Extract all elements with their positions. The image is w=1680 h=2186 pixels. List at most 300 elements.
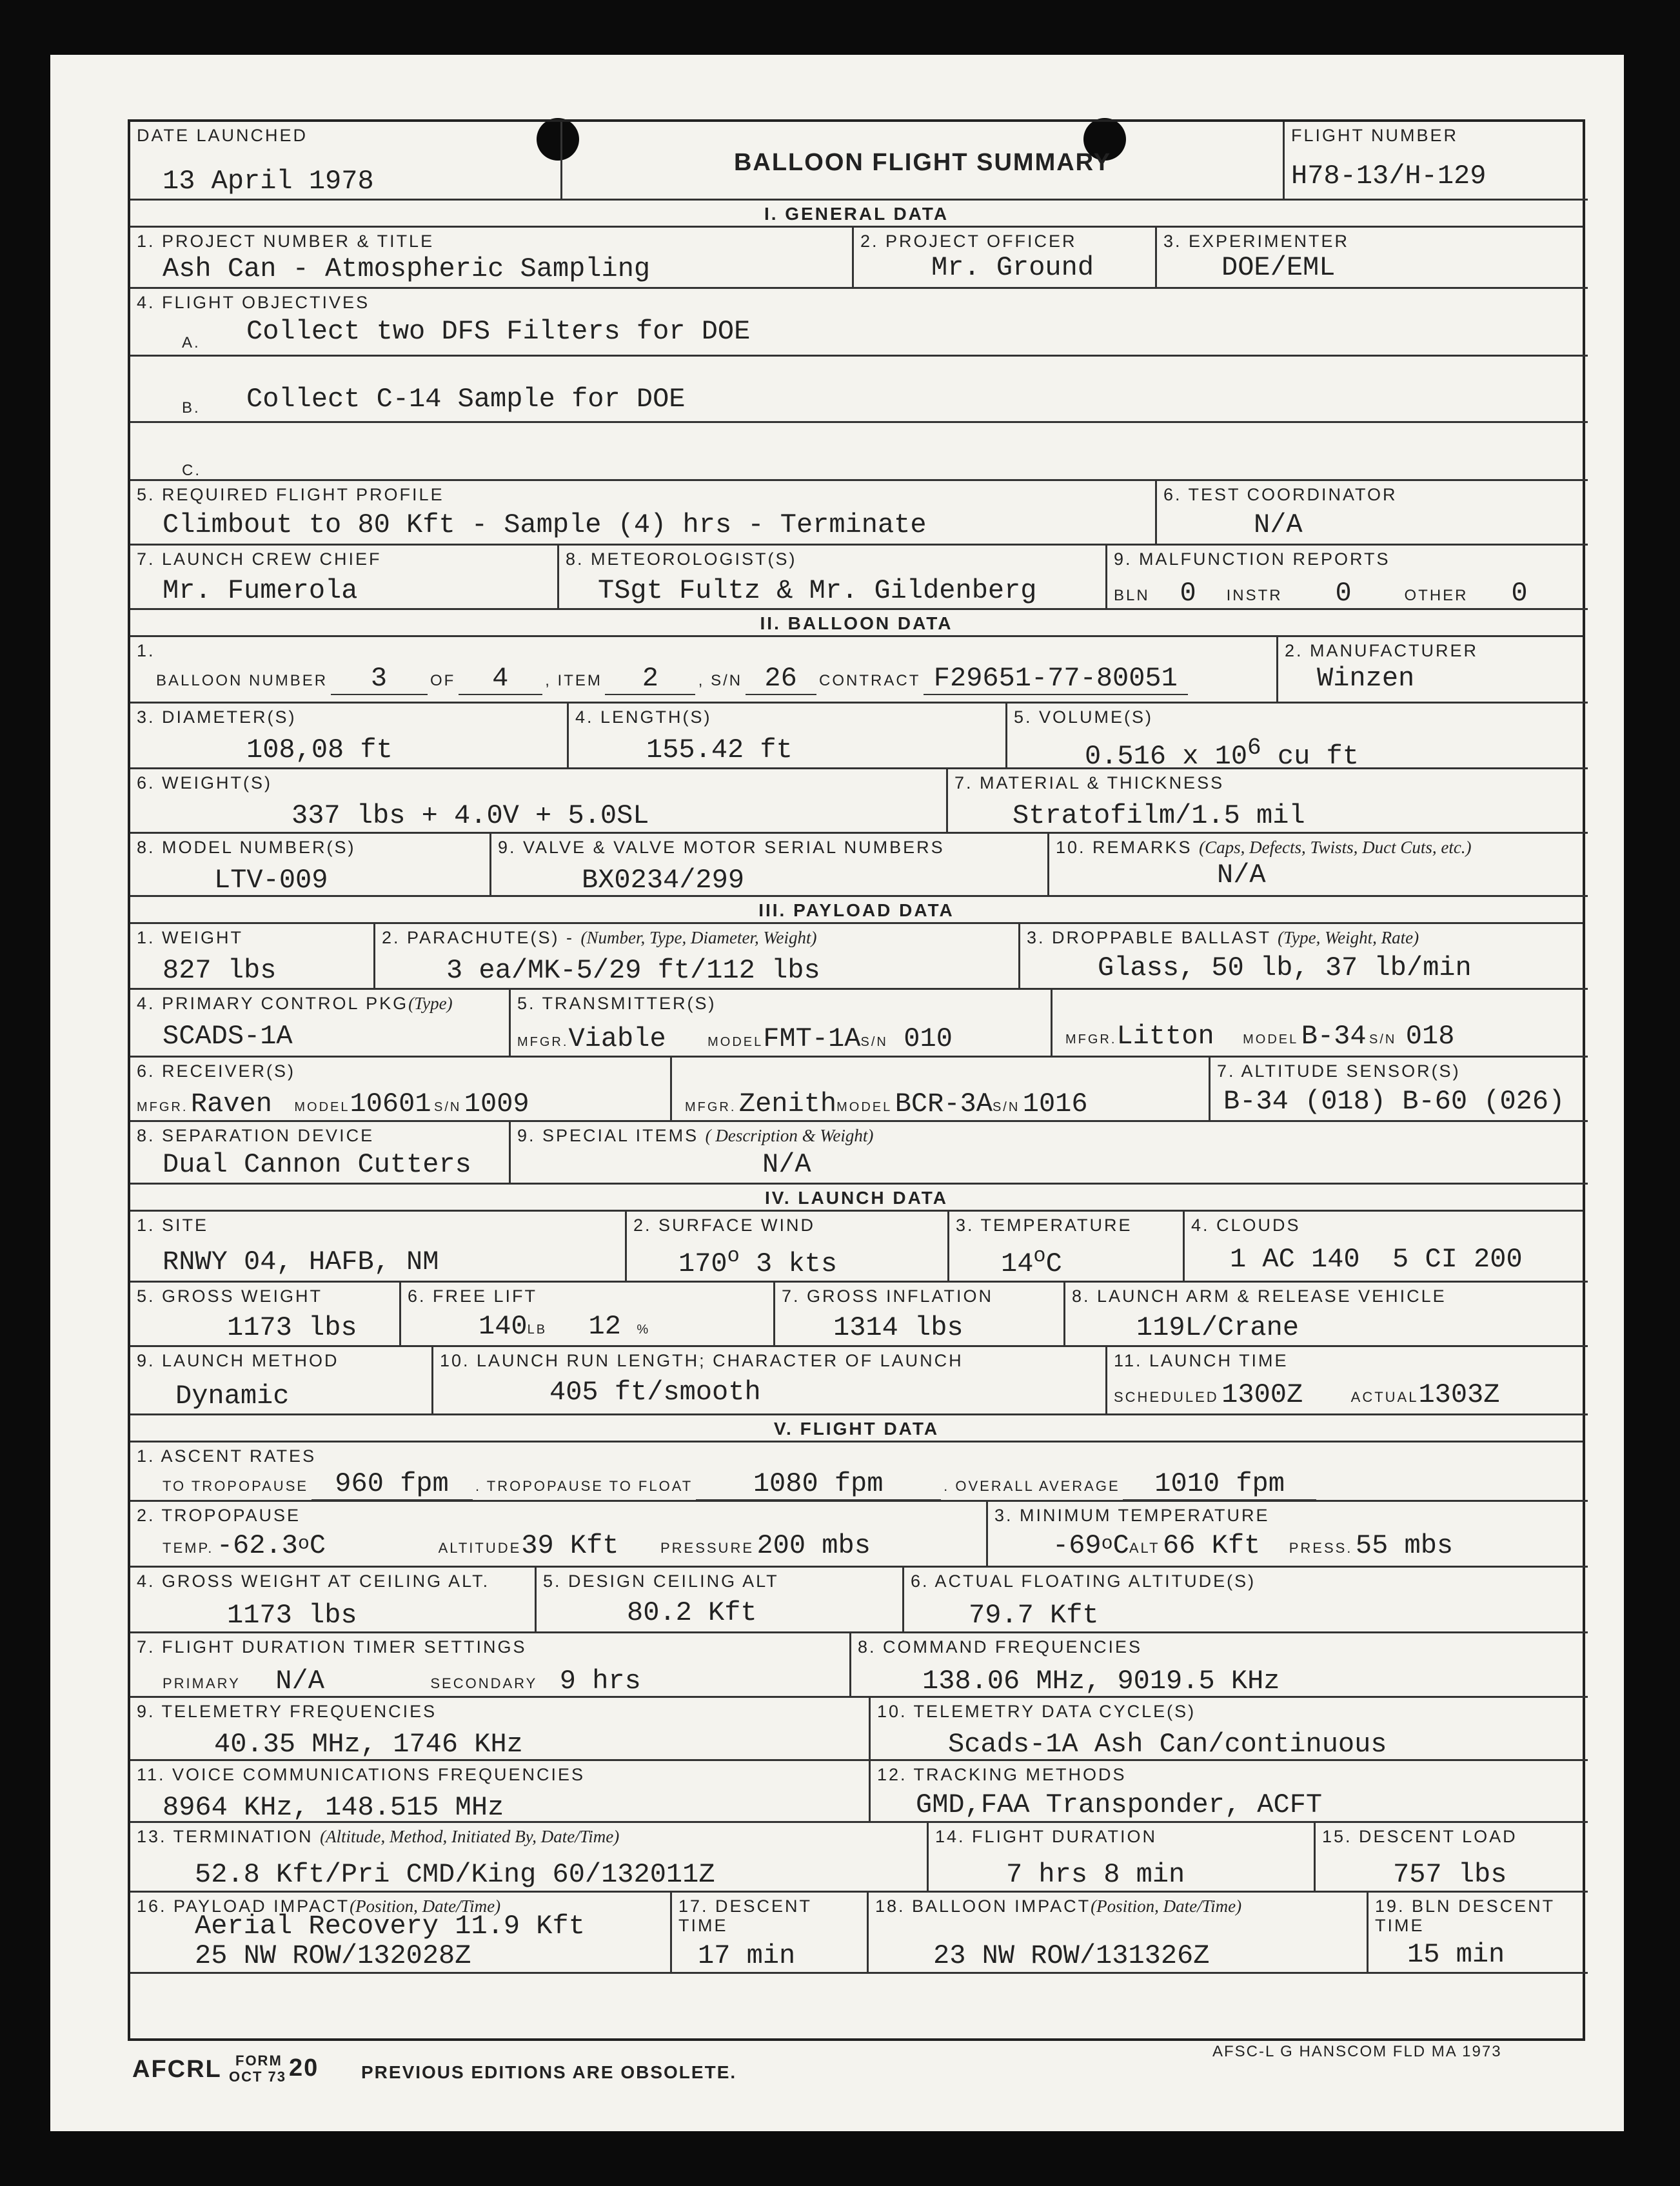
special-items-value: N/A bbox=[762, 1149, 811, 1180]
wind-label: 2. SURFACE WIND bbox=[633, 1216, 816, 1235]
scheduled-value: 1300Z bbox=[1221, 1379, 1303, 1410]
descent-time-label: 17. DESCENT bbox=[678, 1896, 813, 1916]
free-lift-lb: LB bbox=[527, 1323, 548, 1337]
objective-b-marker: B. bbox=[182, 399, 201, 417]
officer-label: 2. PROJECT OFFICER bbox=[860, 231, 1077, 251]
malfunction-counts bbox=[1114, 578, 1568, 610]
objective-b-cell bbox=[130, 357, 1588, 423]
tropopause-label: 2. TROPOPAUSE bbox=[137, 1506, 301, 1525]
gross-weight-cell bbox=[130, 1283, 401, 1347]
payload-weight-cell bbox=[130, 924, 375, 990]
flight-duration-label: 14. FLIGHT DURATION bbox=[935, 1827, 1158, 1846]
transmitter-mfgr-label: MFGR. bbox=[517, 1035, 569, 1049]
bln-label: BLN bbox=[1114, 587, 1150, 604]
parachute-value: 3 ea/MK-5/29 ft/112 lbs bbox=[446, 955, 820, 986]
remarks-label-text: 10. REMARKS bbox=[1056, 838, 1192, 857]
pkg-label-text: 4. PRIMARY CONTROL PKG bbox=[137, 994, 409, 1013]
contract-label: CONTRACT bbox=[819, 672, 921, 689]
section-launch-data: IV. LAUNCH DATA bbox=[130, 1185, 1583, 1212]
crew-value: Mr. Fumerola bbox=[163, 575, 358, 606]
remarks-label-hint: (Caps, Defects, Twists, Duct Cuts, etc.) bbox=[1199, 838, 1472, 857]
design-ceiling-cell bbox=[537, 1568, 904, 1633]
telemetry-freq-value: 40.35 MHz, 1746 KHz bbox=[214, 1729, 523, 1760]
receiver-label: 6. RECEIVER(S) bbox=[137, 1061, 296, 1081]
balloon-impact-label-text: 18. BALLOON IMPACT bbox=[875, 1896, 1091, 1916]
footer-printer: AFSC-L G HANSCOM FLD MA 1973 bbox=[1212, 2043, 1502, 2060]
crew-cell bbox=[130, 546, 559, 610]
payload-impact-value-2: 25 NW ROW/132028Z bbox=[195, 1940, 471, 1971]
clouds-cell bbox=[1185, 1212, 1588, 1283]
free-lift-percent-value: 12 bbox=[588, 1311, 621, 1342]
tracking-value: GMD,FAA Transponder, ACFT bbox=[916, 1789, 1323, 1820]
profile-label: 5. REQUIRED FLIGHT PROFILE bbox=[137, 485, 444, 504]
temperature-unit: C bbox=[1045, 1248, 1062, 1279]
launch-run-cell bbox=[433, 1347, 1107, 1415]
section-balloon-data: II. BALLOON DATA bbox=[130, 610, 1583, 637]
wind-speed: 3 kts bbox=[739, 1248, 838, 1279]
launch-time-cell bbox=[1107, 1347, 1588, 1415]
temperature-value bbox=[1001, 1244, 1062, 1279]
coordinator-label: 6. TEST COORDINATOR bbox=[1163, 485, 1398, 504]
objective-c-marker: C. bbox=[182, 462, 201, 479]
launch-arm-value: 119L/Crane bbox=[1136, 1312, 1300, 1343]
gross-inflation-label: 7. GROSS INFLATION bbox=[782, 1286, 994, 1306]
objectives-label: 4. FLIGHT OBJECTIVES bbox=[137, 293, 370, 312]
material-value: Stratofilm/1.5 mil bbox=[1013, 800, 1305, 831]
form-title: BALLOON FLIGHT SUMMARY bbox=[733, 149, 1112, 176]
diameter-label: 3. DIAMETER(S) bbox=[137, 707, 297, 727]
receiver-2-mfgr-label: MFGR. bbox=[685, 1100, 736, 1114]
pkg-label bbox=[137, 994, 453, 1014]
diameter-value: 108,08 ft bbox=[246, 734, 393, 765]
length-cell bbox=[569, 704, 1007, 769]
pkg-label-hint: (Type) bbox=[408, 994, 453, 1013]
termination-label-hint: (Altitude, Method, Initiated By, Date/Time) bbox=[320, 1827, 620, 1846]
ascent-rates-label: 1. ASCENT RATES bbox=[137, 1446, 317, 1466]
termination-label bbox=[137, 1827, 619, 1847]
footer-previous-editions: PREVIOUS EDITIONS ARE OBSOLETE. bbox=[361, 2062, 737, 2082]
timer-label: 7. FLIGHT DURATION TIMER SETTINGS bbox=[137, 1637, 527, 1657]
altitude-sensor-cell bbox=[1211, 1058, 1588, 1122]
transmitter-cell bbox=[511, 990, 1052, 1058]
transmitter-2-line bbox=[1065, 1021, 1454, 1052]
actual-label: ACTUAL bbox=[1350, 1389, 1419, 1405]
design-ceiling-label: 5. DESIGN CEILING ALT bbox=[543, 1571, 779, 1591]
actual-float-label: 6. ACTUAL FLOATING ALTITUDE(S) bbox=[911, 1571, 1256, 1591]
objective-a-value: Collect two DFS Filters for DOE bbox=[246, 316, 751, 347]
wind-degree: o bbox=[727, 1244, 740, 1268]
transmitter-model-label: MODEL bbox=[707, 1035, 764, 1049]
remarks-cell bbox=[1049, 834, 1588, 897]
timer-cell bbox=[130, 1633, 851, 1698]
scheduled-label: SCHEDULED bbox=[1114, 1389, 1219, 1405]
ballast-label-hint: (Type, Weight, Rate) bbox=[1278, 928, 1419, 947]
descent-time-label-2: TIME bbox=[678, 1916, 728, 1935]
telemetry-cycle-value: Scads-1A Ash Can/continuous bbox=[948, 1729, 1387, 1760]
other-label: OTHER bbox=[1404, 587, 1468, 604]
model-cell bbox=[130, 834, 491, 897]
site-label: 1. SITE bbox=[137, 1216, 209, 1235]
transmitter-2-mfgr-label: MFGR. bbox=[1065, 1032, 1117, 1047]
parachute-cell bbox=[375, 924, 1020, 990]
gross-inflation-cell bbox=[775, 1283, 1065, 1347]
footer-afcrl: AFCRL bbox=[132, 2056, 222, 2083]
balloon-flight-summary-form bbox=[128, 119, 1585, 2041]
to-tropopause-label: TO TROPOPAUSE bbox=[163, 1478, 309, 1494]
overall-average-value: 1010 fpm bbox=[1123, 1468, 1316, 1501]
receiver-mfgr-value: Raven bbox=[190, 1088, 272, 1119]
min-temp-alt-value: 66 Kft bbox=[1163, 1530, 1261, 1561]
receiver-2-sn-value: 1016 bbox=[1022, 1088, 1088, 1119]
separation-value: Dual Cannon Cutters bbox=[163, 1149, 471, 1180]
transmitter-2-sn-value: 018 bbox=[1405, 1021, 1455, 1052]
min-temp-alt-label: ALT bbox=[1129, 1540, 1160, 1556]
telemetry-freq-cell bbox=[130, 1698, 871, 1761]
of-value: 4 bbox=[459, 663, 542, 695]
ascent-rates-line bbox=[163, 1468, 1316, 1501]
actual-float-cell bbox=[904, 1568, 1588, 1633]
clouds-value: 1 AC 140 5 CI 200 bbox=[1230, 1244, 1523, 1275]
gw-ceiling-value: 1173 lbs bbox=[227, 1600, 357, 1631]
officer-value: Mr. Ground bbox=[931, 252, 1094, 283]
launch-run-label: 10. LAUNCH RUN LENGTH; CHARACTER OF LAUNCH bbox=[440, 1351, 964, 1370]
telemetry-cycle-cell bbox=[871, 1698, 1588, 1761]
instr-value: 0 bbox=[1285, 578, 1401, 610]
actual-value: 1303Z bbox=[1418, 1379, 1500, 1410]
wind-value bbox=[678, 1244, 837, 1279]
gross-weight-label: 5. GROSS WEIGHT bbox=[137, 1286, 323, 1306]
separation-label: 8. SEPARATION DEVICE bbox=[137, 1126, 375, 1145]
gross-weight-value: 1173 lbs bbox=[227, 1312, 357, 1343]
project-cell bbox=[130, 228, 854, 289]
launch-method-value: Dynamic bbox=[175, 1381, 290, 1412]
site-value: RNWY 04, HAFB, NM bbox=[163, 1246, 439, 1277]
flight-number-cell bbox=[1285, 122, 1588, 201]
manufacturer-cell bbox=[1278, 637, 1588, 704]
timer-primary-label: PRIMARY bbox=[163, 1675, 241, 1691]
launch-arm-cell bbox=[1065, 1283, 1588, 1347]
free-lift-label: 6. FREE LIFT bbox=[408, 1286, 538, 1306]
officer-cell bbox=[854, 228, 1157, 289]
volume-exponent: 6 bbox=[1247, 734, 1261, 761]
free-lift-line bbox=[479, 1311, 650, 1342]
date-launched-cell bbox=[130, 122, 562, 201]
bln-descent-value: 15 min bbox=[1407, 1939, 1505, 1970]
payload-weight-value: 827 lbs bbox=[163, 955, 277, 986]
profile-cell bbox=[130, 481, 1157, 546]
item-label: , ITEM bbox=[545, 672, 602, 689]
special-items-cell bbox=[511, 1122, 1588, 1185]
parachute-label-text: 2. PARACHUTE(S) - bbox=[382, 928, 575, 947]
clouds-label: 4. CLOUDS bbox=[1191, 1216, 1301, 1235]
flight-duration-cell bbox=[929, 1823, 1316, 1893]
min-temp-value: -69 bbox=[1052, 1530, 1102, 1561]
ballast-label bbox=[1027, 928, 1419, 948]
payload-weight-label: 1. WEIGHT bbox=[137, 928, 244, 947]
diameter-cell bbox=[130, 704, 569, 769]
balloon-number-cell bbox=[130, 637, 1278, 704]
transmitter-mfgr-value: Viable bbox=[568, 1023, 666, 1054]
transmitter-label: 5. TRANSMITTER(S) bbox=[517, 994, 716, 1013]
min-temp-degree: o bbox=[1101, 1533, 1113, 1555]
descent-load-label: 15. DESCENT LOAD bbox=[1322, 1827, 1517, 1846]
balloon-number-label: BALLOON NUMBER bbox=[156, 672, 328, 689]
footer-form-number: 20 bbox=[289, 2054, 319, 2082]
site-cell bbox=[130, 1212, 627, 1283]
length-label: 4. LENGTH(S) bbox=[575, 707, 712, 727]
command-freq-value: 138.06 MHz, 9019.5 KHz bbox=[922, 1666, 1280, 1697]
volume-unit: cu ft bbox=[1277, 741, 1359, 772]
min-temp-press-label: PRESS. bbox=[1289, 1540, 1353, 1556]
launch-time-line bbox=[1114, 1379, 1499, 1410]
temperature-number: 14 bbox=[1001, 1248, 1034, 1279]
tracking-label: 12. TRACKING METHODS bbox=[877, 1765, 1127, 1784]
balloon-number-value: 3 bbox=[331, 663, 428, 695]
volume-mantissa: 0.516 x 10 bbox=[1085, 741, 1248, 772]
voice-freq-cell bbox=[130, 1761, 871, 1823]
project-label: 1. PROJECT NUMBER & TITLE bbox=[137, 231, 435, 251]
balloon-impact-label bbox=[875, 1896, 1241, 1916]
payload-impact-cell bbox=[130, 1893, 672, 1974]
flight-number-label: FLIGHT NUMBER bbox=[1291, 126, 1459, 145]
section-payload-data: III. PAYLOAD DATA bbox=[130, 897, 1583, 924]
transmitter-2-sn-label: S/N bbox=[1369, 1032, 1397, 1047]
separation-cell bbox=[130, 1122, 511, 1185]
manufacturer-value: Winzen bbox=[1317, 663, 1415, 694]
altitude-sensor-value: B-34 (018) B-60 (026) bbox=[1223, 1086, 1565, 1117]
gw-ceiling-cell bbox=[130, 1568, 537, 1633]
termination-value: 52.8 Kft/Pri CMD/King 60/132011Z bbox=[195, 1859, 715, 1890]
timer-primary-value: N/A bbox=[275, 1666, 324, 1697]
crew-label: 7. LAUNCH CREW CHIEF bbox=[137, 549, 382, 569]
min-temp-press-value: 55 mbs bbox=[1355, 1530, 1454, 1561]
instr-label: INSTR bbox=[1226, 587, 1283, 604]
free-lift-value: 140 bbox=[479, 1311, 528, 1342]
min-temp-cell bbox=[988, 1502, 1588, 1568]
receiver-sn-value: 1009 bbox=[464, 1088, 529, 1119]
volume-cell bbox=[1007, 704, 1588, 772]
balloon-number-line bbox=[156, 663, 1188, 695]
manufacturer-label: 2. MANUFACTURER bbox=[1285, 641, 1479, 660]
transmitter-model-value: FMT-1A bbox=[763, 1023, 861, 1054]
transmitter-2-mfgr-value: Litton bbox=[1116, 1021, 1214, 1052]
experimenter-value: DOE/EML bbox=[1221, 252, 1336, 283]
bln-descent-cell bbox=[1369, 1893, 1588, 1974]
payload-impact-label-hint: (Position, Date/Time) bbox=[350, 1896, 501, 1916]
launch-run-value: 405 ft/smooth bbox=[549, 1377, 761, 1408]
balloon-impact-cell bbox=[869, 1893, 1369, 1974]
gw-ceiling-label: 4. GROSS WEIGHT AT CEILING ALT. bbox=[137, 1571, 490, 1591]
receiver-mfgr-label: MFGR. bbox=[137, 1100, 188, 1114]
ballast-value: Glass, 50 lb, 37 lb/min bbox=[1098, 952, 1472, 983]
timer-line bbox=[163, 1666, 641, 1697]
receiver-sn-label: S/N bbox=[433, 1100, 462, 1114]
receiver-2-sn-label: S/N bbox=[992, 1100, 1020, 1114]
ascent-rates-cell bbox=[130, 1443, 1588, 1502]
voice-freq-value: 8964 KHz, 148.515 MHz bbox=[163, 1792, 504, 1823]
descent-load-value: 757 lbs bbox=[1393, 1859, 1507, 1890]
volume-label: 5. VOLUME(S) bbox=[1014, 707, 1154, 727]
voice-freq-label: 11. VOICE COMMUNICATIONS FREQUENCIES bbox=[137, 1765, 586, 1784]
objective-c-cell bbox=[130, 423, 1588, 481]
timer-secondary-value: 9 hrs bbox=[559, 1666, 641, 1697]
bln-descent-label: 19. BLN DESCENT bbox=[1375, 1896, 1556, 1916]
volume-value bbox=[1085, 734, 1359, 772]
transmitter-sn-label: S/N bbox=[860, 1035, 888, 1049]
sn-label: , S/N bbox=[698, 672, 743, 689]
valve-value: BX0234/299 bbox=[582, 865, 745, 896]
objective-a-cell bbox=[130, 289, 1588, 357]
command-freq-label: 8. COMMAND FREQUENCIES bbox=[858, 1637, 1143, 1657]
receiver-2-mfgr-value: Zenith bbox=[738, 1088, 837, 1119]
remarks-label bbox=[1056, 838, 1472, 858]
meteorologist-value: TSgt Fultz & Mr. Gildenberg bbox=[598, 575, 1037, 606]
pkg-cell bbox=[130, 990, 511, 1058]
ballast-cell bbox=[1020, 924, 1588, 990]
flight-number-value: H78-13/H-129 bbox=[1291, 161, 1487, 192]
transmitter-sn-value: 010 bbox=[904, 1023, 953, 1054]
transmitter-2-cell bbox=[1052, 990, 1588, 1058]
launch-arm-label: 8. LAUNCH ARM & RELEASE VEHICLE bbox=[1072, 1286, 1447, 1306]
launch-method-cell bbox=[130, 1347, 433, 1415]
to-tropopause-value: 960 fpm bbox=[311, 1468, 473, 1501]
receiver-cell bbox=[130, 1058, 672, 1122]
valve-label: 9. VALVE & VALVE MOTOR SERIAL NUMBERS bbox=[498, 838, 945, 857]
other-value: 0 bbox=[1471, 578, 1568, 610]
special-items-label-hint: ( Description & Weight) bbox=[705, 1126, 874, 1145]
parachute-label bbox=[382, 928, 817, 948]
balloon-number-index: 1. bbox=[137, 641, 155, 660]
date-launched-value: 13 April 1978 bbox=[163, 166, 374, 197]
tropopause-to-float-label: . TROPOPAUSE TO FLOAT bbox=[475, 1478, 693, 1494]
tropopause-line bbox=[163, 1530, 871, 1561]
tropopause-altitude-label: ALTITUDE bbox=[438, 1540, 522, 1556]
gross-inflation-value: 1314 lbs bbox=[833, 1312, 964, 1343]
flight-duration-value: 7 hrs 8 min bbox=[1006, 1859, 1185, 1890]
payload-impact-label-text: 16. PAYLOAD IMPACT bbox=[137, 1896, 350, 1916]
tropopause-cell bbox=[130, 1502, 988, 1568]
altitude-sensor-label: 7. ALTITUDE SENSOR(S) bbox=[1217, 1061, 1461, 1081]
tropopause-altitude-value: 39 Kft bbox=[521, 1530, 619, 1561]
model-value: LTV-009 bbox=[214, 865, 328, 896]
footer-form: FORM bbox=[235, 2053, 282, 2069]
weight-cell bbox=[130, 769, 948, 834]
transmitter-line bbox=[517, 1023, 953, 1054]
tropopause-temp-unit: C bbox=[309, 1530, 326, 1561]
wind-direction: 170 bbox=[678, 1248, 727, 1279]
design-ceiling-value: 80.2 Kft bbox=[627, 1597, 757, 1628]
material-label: 7. MATERIAL & THICKNESS bbox=[954, 773, 1225, 793]
descent-time-cell bbox=[672, 1893, 869, 1974]
min-temp-line bbox=[1052, 1530, 1453, 1561]
weight-value: 337 lbs + 4.0V + 5.0SL bbox=[292, 800, 649, 831]
title-cell bbox=[562, 122, 1285, 201]
receiver-model-label: MODEL bbox=[294, 1100, 350, 1114]
experimenter-cell bbox=[1157, 228, 1588, 289]
tropopause-to-float-value: 1080 fpm bbox=[696, 1468, 941, 1501]
contract-value: F29651-77-80051 bbox=[924, 663, 1188, 695]
termination-label-text: 13. TERMINATION bbox=[137, 1827, 313, 1846]
receiver-line bbox=[137, 1088, 529, 1119]
meteorologist-cell bbox=[559, 546, 1107, 610]
tropopause-degree: o bbox=[297, 1533, 310, 1555]
special-items-label bbox=[517, 1126, 873, 1146]
footer-oct: OCT 73 bbox=[229, 2069, 287, 2085]
section-flight-data: V. FLIGHT DATA bbox=[130, 1415, 1583, 1443]
parachute-label-hint: (Number, Type, Diameter, Weight) bbox=[580, 928, 817, 947]
temperature-degree: o bbox=[1033, 1244, 1046, 1268]
bln-value: 0 bbox=[1152, 578, 1223, 610]
model-label: 8. MODEL NUMBER(S) bbox=[137, 838, 356, 857]
receiver-2-cell bbox=[672, 1058, 1211, 1122]
tropopause-temp-label: TEMP. bbox=[163, 1540, 214, 1556]
project-value: Ash Can - Atmospheric Sampling bbox=[163, 253, 651, 284]
transmitter-2-model-value: B-34 bbox=[1301, 1021, 1367, 1052]
ballast-label-text: 3. DROPPABLE BALLAST bbox=[1027, 928, 1271, 947]
min-temp-unit: C bbox=[1112, 1530, 1129, 1561]
length-value: 155.42 ft bbox=[646, 734, 793, 765]
actual-float-value: 79.7 Kft bbox=[969, 1600, 1099, 1631]
telemetry-freq-label: 9. TELEMETRY FREQUENCIES bbox=[137, 1702, 437, 1721]
balloon-impact-label-hint: (Position, Date/Time) bbox=[1091, 1896, 1242, 1916]
temperature-cell bbox=[949, 1212, 1185, 1283]
pkg-value: SCADS-1A bbox=[163, 1021, 293, 1052]
weight-label: 6. WEIGHT(S) bbox=[137, 773, 272, 793]
tropopause-pressure-value: 200 mbs bbox=[756, 1530, 871, 1561]
tropopause-pressure-label: PRESSURE bbox=[660, 1540, 755, 1556]
wind-cell bbox=[627, 1212, 949, 1283]
free-lift-cell bbox=[401, 1283, 775, 1347]
descent-load-cell bbox=[1316, 1823, 1588, 1893]
timer-secondary-label: SECONDARY bbox=[430, 1675, 538, 1691]
payload-impact-value-1: Aerial Recovery 11.9 Kft bbox=[195, 1911, 585, 1942]
meteorologist-label: 8. METEOROLOGIST(S) bbox=[566, 549, 797, 569]
sn-value: 26 bbox=[746, 663, 816, 695]
receiver-2-model-label: MODEL bbox=[836, 1100, 893, 1114]
valve-cell bbox=[491, 834, 1049, 897]
command-freq-cell bbox=[851, 1633, 1588, 1698]
termination-cell bbox=[130, 1823, 929, 1893]
temperature-label: 3. TEMPERATURE bbox=[956, 1216, 1132, 1235]
receiver-2-line bbox=[685, 1088, 1088, 1119]
experimenter-label: 3. EXPERIMENTER bbox=[1163, 231, 1350, 251]
malfunction-cell bbox=[1107, 546, 1588, 610]
remarks-value: N/A bbox=[1217, 860, 1266, 891]
balloon-impact-value: 23 NW ROW/131326Z bbox=[933, 1940, 1210, 1971]
date-launched-label: DATE LAUNCHED bbox=[137, 126, 308, 145]
free-lift-percent-sign: % bbox=[637, 1323, 651, 1337]
tropopause-temp-value: -62.3 bbox=[216, 1530, 298, 1561]
bln-descent-label-2: TIME bbox=[1375, 1916, 1425, 1935]
min-temp-label: 3. MINIMUM TEMPERATURE bbox=[994, 1506, 1270, 1525]
objective-a-marker: A. bbox=[182, 334, 201, 351]
of-label: OF bbox=[430, 672, 456, 689]
launch-method-label: 9. LAUNCH METHOD bbox=[137, 1351, 339, 1370]
coordinator-value: N/A bbox=[1254, 509, 1303, 540]
receiver-2-model-value: BCR-3A bbox=[894, 1088, 993, 1119]
malfunction-label: 9. MALFUNCTION REPORTS bbox=[1114, 549, 1390, 569]
section-general-data: I. GENERAL DATA bbox=[130, 201, 1583, 228]
material-cell bbox=[948, 769, 1588, 834]
special-items-label-text: 9. SPECIAL ITEMS bbox=[517, 1126, 699, 1145]
descent-time-value: 17 min bbox=[698, 1940, 796, 1971]
overall-average-label: . OVERALL AVERAGE bbox=[944, 1478, 1120, 1494]
transmitter-2-model-label: MODEL bbox=[1243, 1032, 1299, 1047]
tracking-cell bbox=[871, 1761, 1588, 1823]
profile-value: Climbout to 80 Kft - Sample (4) hrs - Terminate bbox=[163, 509, 927, 540]
launch-time-label: 11. LAUNCH TIME bbox=[1114, 1351, 1289, 1370]
objective-b-value: Collect C-14 Sample for DOE bbox=[246, 384, 686, 415]
